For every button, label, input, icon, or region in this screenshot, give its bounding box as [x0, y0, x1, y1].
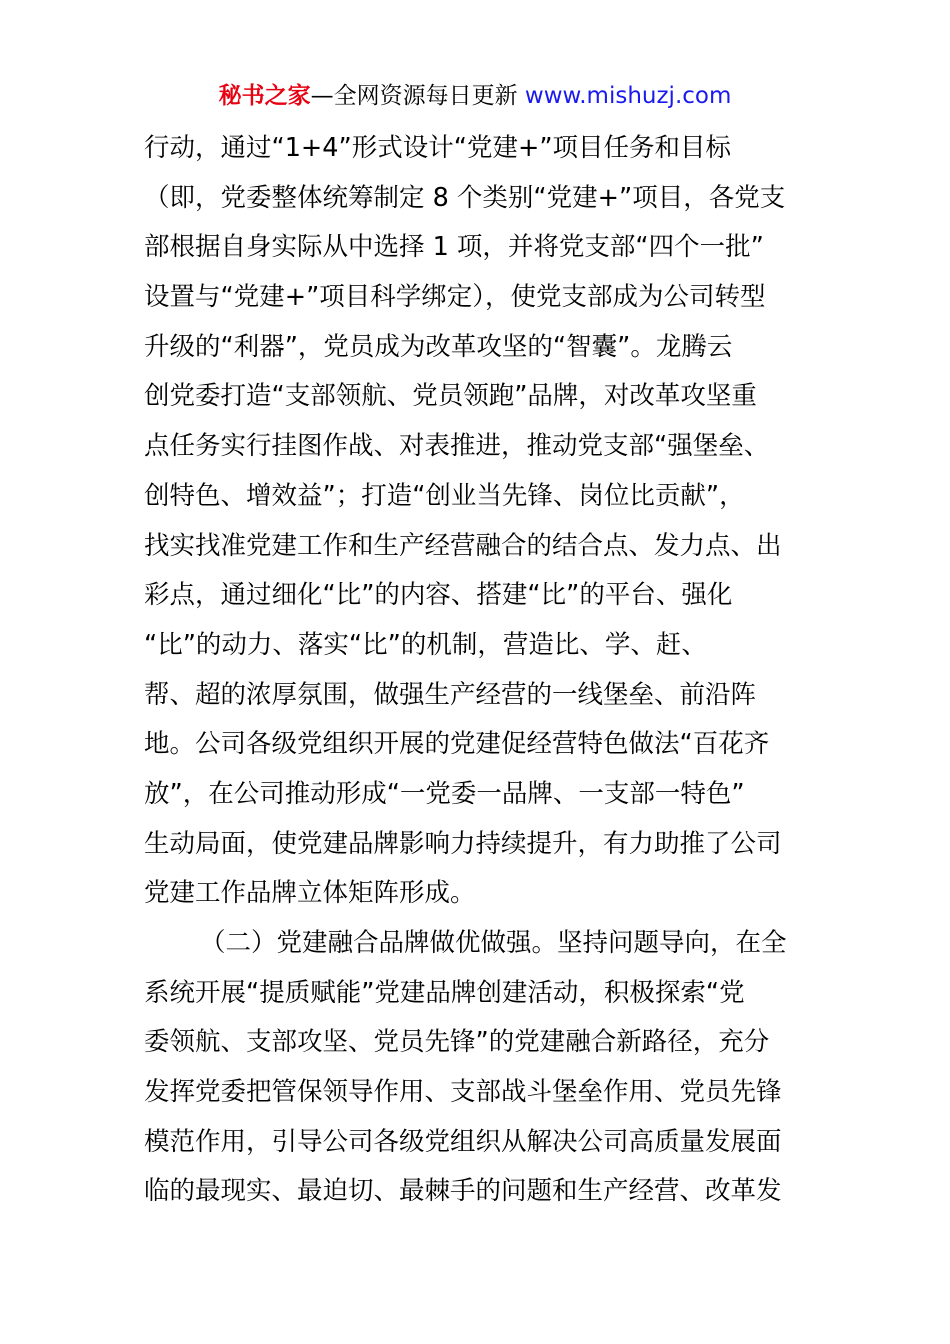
- text-line: 地。公司各级党组织开展的党建促经营特色做法“百花齐: [144, 729, 770, 760]
- text-line: 党建工作品牌立体矩阵形成。: [144, 878, 476, 909]
- text-line: 放”，在公司推动形成“一党委一品牌、一支部一特色”: [144, 778, 745, 809]
- text-line: 彩点，通过细化“比”的内容、搭建“比”的平台、强化: [144, 580, 733, 611]
- text-line: “比”的动力、落实“比”的机制，营造比、学、赶、: [144, 629, 707, 660]
- text-line: 帮、超的浓厚氛围，做强生产经营的一线堡垒、前沿阵: [144, 679, 757, 710]
- text-line: 设置与“党建+”项目科学绑定），使党支部成为公司转型: [144, 282, 766, 313]
- text-line: 临的最现实、最迫切、最棘手的问题和生产经营、改革发: [144, 1176, 782, 1207]
- site-url-link[interactable]: www.mishuzj.com: [524, 83, 732, 109]
- document-body: [144, 124, 809, 1217]
- brand-name: 秘书之家: [218, 83, 311, 109]
- text-line: 点任务实行挂图作战、对表推进，推动党支部“强堡垒、: [144, 431, 770, 462]
- text-line: 升级的“利器”，党员成为改革攻坚的“智囊”。龙腾云: [144, 331, 733, 362]
- text-line: 找实找准党建工作和生产经营融合的结合点、发力点、出: [144, 530, 782, 561]
- text-line: 系统开展“提质赋能”党建品牌创建活动，积极探索“党: [144, 977, 745, 1008]
- header-tagline: —全网资源每日更新: [310, 83, 518, 109]
- text-line: 部根据自身实际从中选择 1 项，并将党支部“四个一批”: [144, 232, 764, 263]
- text-line: 创党委打造“支部领航、党员领跑”品牌，对改革攻坚重: [144, 381, 757, 412]
- text-line: 发挥党委把管保领导作用、支部战斗堡垒作用、党员先锋: [144, 1077, 782, 1108]
- text-line: 行动，通过“1+4”形式设计“党建+”项目任务和目标: [144, 133, 732, 163]
- text-line: 创特色、增效益”；打造“创业当先锋、岗位比贡献”，: [144, 480, 745, 511]
- text-line: （即，党委整体统筹制定 8 个类别“党建+”项目，各党支: [144, 182, 786, 213]
- text-line: 委领航、支部攻坚、党员先锋”的党建融合新路径，充分: [144, 1027, 770, 1058]
- text-line: 模范作用，引导公司各级党组织从解决公司高质量发展面: [144, 1126, 782, 1157]
- site-header: [0, 80, 950, 112]
- section-heading-line: （二）党建融合品牌做优做强。坚持问题导向，在全: [200, 928, 787, 958]
- text-line: 生动局面，使党建品牌影响力持续提升，有力助推了公司: [144, 828, 782, 859]
